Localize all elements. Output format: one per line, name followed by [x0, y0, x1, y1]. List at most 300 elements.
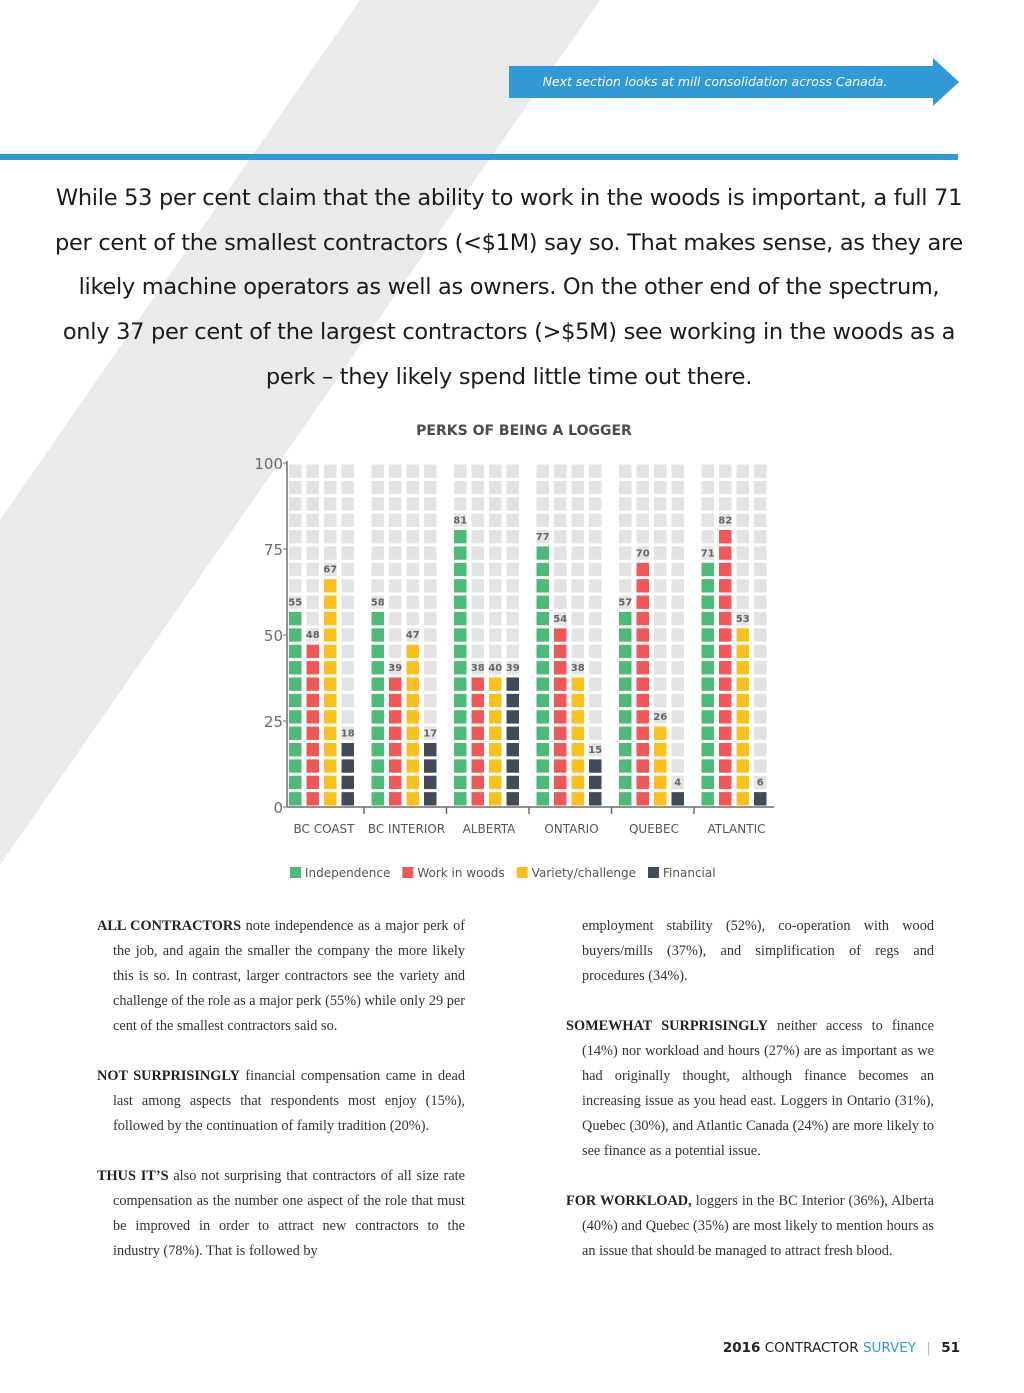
bar-cell: [307, 694, 320, 707]
empty-cell: [619, 481, 632, 494]
empty-cell: [589, 579, 602, 592]
bar-cell: [719, 612, 732, 625]
bar-cell: [537, 727, 550, 740]
bar-cell: [537, 563, 550, 576]
bar-cell: [554, 792, 567, 805]
empty-cell: [289, 546, 302, 559]
empty-cell: [454, 497, 467, 510]
page-number: 51: [941, 1340, 960, 1356]
empty-cell: [289, 563, 302, 576]
data-label: 18: [340, 728, 355, 740]
empty-cell: [472, 546, 485, 559]
empty-cell: [672, 579, 685, 592]
bar-cell: [672, 792, 685, 805]
empty-cell: [472, 530, 485, 543]
bar-cell: [619, 759, 632, 772]
bar-cell: [424, 759, 437, 772]
empty-cell: [654, 579, 667, 592]
bar-cell: [572, 776, 585, 789]
bar-cell: [537, 628, 550, 641]
empty-cell: [737, 514, 750, 527]
bar-cell: [489, 677, 502, 690]
bar-cell: [619, 776, 632, 789]
bar-cell: [702, 628, 715, 641]
empty-cell: [407, 465, 420, 478]
bar-cell: [454, 677, 467, 690]
bar-cell: [719, 563, 732, 576]
bar-cell: [342, 792, 355, 805]
bar-cell: [537, 645, 550, 658]
empty-cell: [619, 497, 632, 510]
bar-cell: [424, 792, 437, 805]
bar-cell: [719, 694, 732, 707]
bar-cell: [389, 694, 402, 707]
empty-cell: [507, 628, 520, 641]
empty-cell: [372, 530, 385, 543]
bar-cell: [472, 710, 485, 723]
empty-cell: [619, 514, 632, 527]
empty-cell: [654, 530, 667, 543]
empty-cell: [424, 612, 437, 625]
y-tick-label: 75: [263, 541, 283, 559]
bar-cell: [507, 776, 520, 789]
empty-cell: [407, 514, 420, 527]
empty-cell: [289, 497, 302, 510]
empty-cell: [389, 596, 402, 609]
empty-cell: [702, 497, 715, 510]
empty-cell: [372, 579, 385, 592]
paragraph-text: note independence as a major perk of the job, and again the smaller the company the more likely this is so. In contrast, larger contractors see the variety and challenge of the role as a major perk (55%) while only 29 per cent of the smallest contractors said so.: [113, 918, 465, 1034]
bar-cell: [324, 579, 337, 592]
empty-cell: [489, 514, 502, 527]
empty-cell: [489, 481, 502, 494]
empty-cell: [572, 579, 585, 592]
bar-cell: [407, 661, 420, 674]
empty-cell: [654, 694, 667, 707]
empty-cell: [554, 530, 567, 543]
empty-cell: [454, 465, 467, 478]
bar-cell: [389, 792, 402, 805]
data-label: 77: [535, 531, 550, 543]
bar-cell: [507, 792, 520, 805]
empty-cell: [619, 546, 632, 559]
empty-cell: [342, 481, 355, 494]
empty-cell: [554, 465, 567, 478]
bar-cell: [554, 759, 567, 772]
bar-cell: [407, 743, 420, 756]
empty-cell: [737, 465, 750, 478]
legend-swatch: [517, 867, 528, 878]
empty-cell: [424, 645, 437, 658]
bar-cell: [407, 727, 420, 740]
empty-cell: [702, 481, 715, 494]
data-label: 15: [588, 744, 603, 756]
empty-cell: [672, 514, 685, 527]
empty-cell: [507, 612, 520, 625]
bar-cell: [372, 694, 385, 707]
empty-cell: [654, 661, 667, 674]
paragraph-text: neither access to finance (14%) nor workload and hours (27%) are as important as we had originally thought, although finance becomes an increasing issue as you head east. Loggers in Ontario (31%), Quebec (30%), and Atlantic Canada (24%) are more likely to see finance as a potential issue.: [582, 1018, 934, 1159]
empty-cell: [619, 579, 632, 592]
data-label: 4: [674, 777, 682, 789]
empty-cell: [407, 612, 420, 625]
empty-cell: [342, 579, 355, 592]
empty-cell: [372, 481, 385, 494]
empty-cell: [754, 677, 767, 690]
empty-cell: [672, 743, 685, 756]
bar-cell: [637, 563, 650, 576]
bar-cell: [324, 727, 337, 740]
empty-cell: [672, 694, 685, 707]
empty-cell: [672, 481, 685, 494]
bar-cell: [572, 677, 585, 690]
bar-cell: [537, 579, 550, 592]
bar-cell: [407, 677, 420, 690]
bar-cell: [537, 546, 550, 559]
bar-cell: [324, 596, 337, 609]
bar-cell: [572, 759, 585, 772]
data-label: 58: [370, 597, 385, 609]
empty-cell: [654, 563, 667, 576]
empty-cell: [672, 546, 685, 559]
empty-cell: [754, 759, 767, 772]
bar-cell: [289, 677, 302, 690]
x-category-label: BC INTERIOR: [367, 822, 446, 836]
empty-cell: [489, 546, 502, 559]
empty-cell: [737, 579, 750, 592]
empty-cell: [672, 727, 685, 740]
bar-cell: [454, 530, 467, 543]
bar-cell: [407, 776, 420, 789]
empty-cell: [507, 497, 520, 510]
paragraph-text: also not surprising that contractors of all size rate compensation as the number one aspect of the role that must be improved in order to attract new contractors to the industry (78%). That is followed by: [113, 1168, 465, 1259]
x-category-label: ATLANTIC: [707, 822, 766, 836]
empty-cell: [572, 546, 585, 559]
bar-cell: [619, 628, 632, 641]
empty-cell: [737, 497, 750, 510]
empty-cell: [754, 612, 767, 625]
empty-cell: [342, 645, 355, 658]
empty-cell: [719, 497, 732, 510]
empty-cell: [637, 530, 650, 543]
bar-cell: [454, 792, 467, 805]
lead-paragraph: While 53 per cent claim that the ability to work in the woods is important, a full 71 per cent of the smallest contractors (<$1M) say so. That makes sense, as they are likely machine operators as well as owners. On the other end of the spectrum, only 37 per cent of the largest contractors (>$5M) see working in the woods as a perk – they likely spend little time out there.: [55, 185, 963, 390]
empty-cell: [537, 481, 550, 494]
empty-cell: [389, 546, 402, 559]
bar-cell: [372, 792, 385, 805]
empty-cell: [507, 546, 520, 559]
empty-cell: [342, 710, 355, 723]
empty-cell: [554, 497, 567, 510]
bar-cell: [637, 596, 650, 609]
data-label: 26: [653, 712, 668, 724]
empty-cell: [389, 563, 402, 576]
bar-cell: [289, 612, 302, 625]
empty-cell: [289, 481, 302, 494]
bar-cell: [472, 776, 485, 789]
bar-cell: [702, 710, 715, 723]
empty-cell: [342, 628, 355, 641]
empty-cell: [342, 530, 355, 543]
empty-cell: [307, 596, 320, 609]
empty-cell: [307, 497, 320, 510]
empty-cell: [654, 514, 667, 527]
empty-cell: [537, 465, 550, 478]
empty-cell: [672, 465, 685, 478]
empty-cell: [637, 497, 650, 510]
empty-cell: [572, 596, 585, 609]
bar-cell: [537, 759, 550, 772]
x-category-label: BC COAST: [293, 822, 355, 836]
empty-cell: [389, 481, 402, 494]
empty-cell: [654, 596, 667, 609]
bar-cell: [554, 710, 567, 723]
empty-cell: [737, 481, 750, 494]
empty-cell: [307, 514, 320, 527]
bar-cell: [324, 661, 337, 674]
empty-cell: [672, 645, 685, 658]
data-label: 53: [735, 613, 750, 625]
empty-cell: [619, 563, 632, 576]
empty-cell: [489, 612, 502, 625]
paragraph-text: financial compensation came in dead last among aspects that respondents most enjoy (15%), followed by the continuation of family tradition (20%).: [113, 1068, 465, 1134]
data-label: 67: [323, 564, 338, 576]
empty-cell: [372, 514, 385, 527]
bar-cell: [324, 612, 337, 625]
empty-cell: [537, 497, 550, 510]
bar-cell: [537, 776, 550, 789]
bar-cell: [737, 727, 750, 740]
empty-cell: [654, 497, 667, 510]
paragraph-text: loggers in the BC Interior (36%), Alberta (40%) and Quebec (35%) are most likely to mention hours as an issue that should be managed to attract fresh blood.: [582, 1193, 934, 1259]
empty-cell: [754, 465, 767, 478]
bar-cell: [637, 743, 650, 756]
empty-cell: [489, 497, 502, 510]
empty-cell: [324, 514, 337, 527]
bar-cell: [589, 759, 602, 772]
paragraph-lead-in: NOT SURPRISINGLY: [97, 1068, 240, 1084]
next-section-callout[interactable]: [509, 58, 959, 106]
bar-cell: [702, 563, 715, 576]
bar-cell: [572, 694, 585, 707]
bar-cell: [454, 759, 467, 772]
empty-cell: [672, 596, 685, 609]
data-label: 48: [305, 630, 320, 642]
perks-chart: [0, 405, 1024, 885]
bar-cell: [637, 677, 650, 690]
bar-cell: [719, 645, 732, 658]
empty-cell: [589, 710, 602, 723]
bar-cell: [507, 694, 520, 707]
bar-cell: [619, 677, 632, 690]
empty-cell: [554, 546, 567, 559]
body-column-left: [97, 914, 465, 1264]
bar-cell: [554, 645, 567, 658]
bar-cell: [719, 677, 732, 690]
empty-cell: [424, 596, 437, 609]
bar-cell: [619, 645, 632, 658]
empty-cell: [472, 497, 485, 510]
bar-cell: [737, 694, 750, 707]
paragraph-lead-in: THUS IT’S: [97, 1168, 169, 1184]
empty-cell: [754, 514, 767, 527]
bar-cell: [637, 694, 650, 707]
bar-cell: [702, 677, 715, 690]
empty-cell: [672, 710, 685, 723]
bar-cell: [454, 628, 467, 641]
empty-cell: [472, 628, 485, 641]
data-label: 38: [570, 662, 585, 674]
bar-cell: [637, 710, 650, 723]
bar-cell: [637, 645, 650, 658]
empty-cell: [754, 546, 767, 559]
bar-cell: [719, 628, 732, 641]
empty-cell: [472, 612, 485, 625]
empty-cell: [289, 579, 302, 592]
bar-cell: [554, 628, 567, 641]
empty-cell: [454, 481, 467, 494]
empty-cell: [489, 579, 502, 592]
empty-cell: [507, 579, 520, 592]
bar-cell: [342, 743, 355, 756]
empty-cell: [737, 546, 750, 559]
legend-swatch: [648, 867, 659, 878]
empty-cell: [489, 645, 502, 658]
x-category-label: QUEBEC: [628, 822, 680, 836]
empty-cell: [554, 481, 567, 494]
bar-cell: [454, 661, 467, 674]
bar-cell: [702, 694, 715, 707]
empty-cell: [407, 530, 420, 543]
bar-cell: [702, 612, 715, 625]
bar-cell: [389, 776, 402, 789]
bar-cell: [537, 792, 550, 805]
empty-cell: [389, 497, 402, 510]
empty-cell: [754, 743, 767, 756]
bar-cell: [489, 694, 502, 707]
empty-cell: [372, 546, 385, 559]
empty-cell: [589, 497, 602, 510]
empty-cell: [424, 497, 437, 510]
empty-cell: [424, 563, 437, 576]
empty-cell: [737, 596, 750, 609]
bar-cell: [637, 579, 650, 592]
empty-cell: [754, 579, 767, 592]
bar-cell: [454, 710, 467, 723]
bar-cell: [737, 677, 750, 690]
empty-cell: [342, 465, 355, 478]
bar-cell: [637, 776, 650, 789]
empty-cell: [324, 546, 337, 559]
empty-cell: [589, 596, 602, 609]
bar-cell: [407, 645, 420, 658]
empty-cell: [507, 465, 520, 478]
left-paragraph: [97, 1064, 465, 1139]
bar-cell: [619, 743, 632, 756]
bar-cell: [372, 661, 385, 674]
bar-cell: [719, 661, 732, 674]
bar-cell: [507, 727, 520, 740]
empty-cell: [702, 514, 715, 527]
empty-cell: [307, 546, 320, 559]
empty-cell: [472, 596, 485, 609]
y-tick-label: 50: [263, 627, 283, 645]
bar-cell: [454, 776, 467, 789]
bar-cell: [454, 727, 467, 740]
empty-cell: [672, 612, 685, 625]
bar-cell: [307, 677, 320, 690]
bar-cell: [637, 661, 650, 674]
bar-cell: [372, 743, 385, 756]
empty-cell: [589, 628, 602, 641]
empty-cell: [389, 612, 402, 625]
bar-cell: [619, 727, 632, 740]
bar-cell: [372, 612, 385, 625]
empty-cell: [289, 465, 302, 478]
empty-cell: [589, 481, 602, 494]
empty-cell: [589, 661, 602, 674]
empty-cell: [424, 514, 437, 527]
empty-cell: [572, 465, 585, 478]
bar-cell: [407, 792, 420, 805]
bar-cell: [719, 727, 732, 740]
bar-cell: [537, 710, 550, 723]
bar-cell: [554, 661, 567, 674]
bar-cell: [619, 694, 632, 707]
empty-cell: [554, 579, 567, 592]
bar-cell: [324, 628, 337, 641]
bar-cell: [289, 776, 302, 789]
bar-cell: [324, 743, 337, 756]
bar-cell: [737, 710, 750, 723]
empty-cell: [589, 677, 602, 690]
empty-cell: [754, 530, 767, 543]
empty-cell: [754, 481, 767, 494]
bar-cell: [589, 792, 602, 805]
x-category-label: ONTARIO: [544, 822, 599, 836]
bar-cell: [572, 710, 585, 723]
bar-cell: [289, 743, 302, 756]
empty-cell: [472, 481, 485, 494]
bar-cell: [389, 710, 402, 723]
bar-cell: [307, 710, 320, 723]
bar-cell: [702, 579, 715, 592]
bar-cell: [289, 727, 302, 740]
empty-cell: [424, 677, 437, 690]
empty-cell: [737, 563, 750, 576]
empty-cell: [424, 628, 437, 641]
empty-cell: [554, 563, 567, 576]
empty-cell: [489, 628, 502, 641]
empty-cell: [754, 727, 767, 740]
empty-cell: [672, 563, 685, 576]
empty-cell: [637, 481, 650, 494]
bar-cell: [324, 710, 337, 723]
empty-cell: [389, 514, 402, 527]
bar-cell: [654, 759, 667, 772]
bar-cell: [554, 727, 567, 740]
empty-cell: [424, 465, 437, 478]
bar-cell: [372, 677, 385, 690]
bar-cell: [407, 694, 420, 707]
bar-cell: [619, 661, 632, 674]
bar-cell: [702, 743, 715, 756]
bar-cell: [289, 694, 302, 707]
bar-cell: [702, 645, 715, 658]
bar-cell: [719, 776, 732, 789]
empty-cell: [424, 579, 437, 592]
empty-cell: [702, 465, 715, 478]
